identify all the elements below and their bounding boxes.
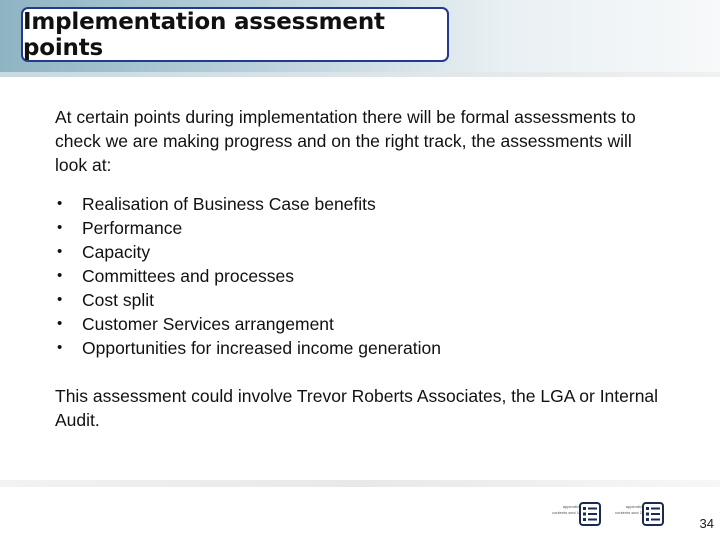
bullet-icon: • xyxy=(57,195,63,212)
bullet-icon: • xyxy=(57,267,63,284)
slide-title: Implementation assessment points xyxy=(23,8,385,61)
list-item-text: Performance xyxy=(82,218,183,238)
list-item-text: Capacity xyxy=(82,242,151,262)
closing-paragraph: This assessment could involve Trevor Roberts Associates, the LGA or Internal Audit. xyxy=(55,386,659,430)
list-document-icon xyxy=(642,502,664,526)
list-document-icon xyxy=(579,502,601,526)
footer-divider xyxy=(0,480,720,487)
title-box xyxy=(21,7,449,62)
bullet-icon: • xyxy=(57,291,63,308)
appendix-section-1-link[interactable] xyxy=(551,500,603,530)
page-number: 34 xyxy=(699,516,714,531)
appendix-section-2-link[interactable] xyxy=(614,500,666,530)
slide-body xyxy=(55,105,665,432)
list-item-text: Realisation of Business Case benefits xyxy=(82,194,376,214)
bullet-icon: • xyxy=(57,219,63,236)
list-item xyxy=(55,312,665,336)
bullet-icon: • xyxy=(57,315,63,332)
list-item xyxy=(55,336,665,360)
appendix-section-1-label: appendix contents sect 1 xyxy=(552,504,579,515)
intro-paragraph: At certain points during implementation there will be formal assessments to check we are making progress and on the right track, the assessments will look at: xyxy=(55,107,636,175)
list-item-text: Cost split xyxy=(82,290,154,310)
header-divider xyxy=(0,72,720,77)
assessment-points-list xyxy=(55,192,665,360)
list-item xyxy=(55,264,665,288)
bullet-icon: • xyxy=(57,339,63,356)
list-item-text: Opportunities for increased income generation xyxy=(82,338,441,358)
list-item xyxy=(55,288,665,312)
list-item xyxy=(55,240,665,264)
list-item-text: Committees and processes xyxy=(82,266,295,286)
list-item xyxy=(55,216,665,240)
list-item xyxy=(55,192,665,216)
appendix-section-2-label: appendix contents sect 2 xyxy=(615,504,642,515)
list-item-text: Customer Services arrangement xyxy=(82,314,334,334)
bullet-icon: • xyxy=(57,243,63,260)
